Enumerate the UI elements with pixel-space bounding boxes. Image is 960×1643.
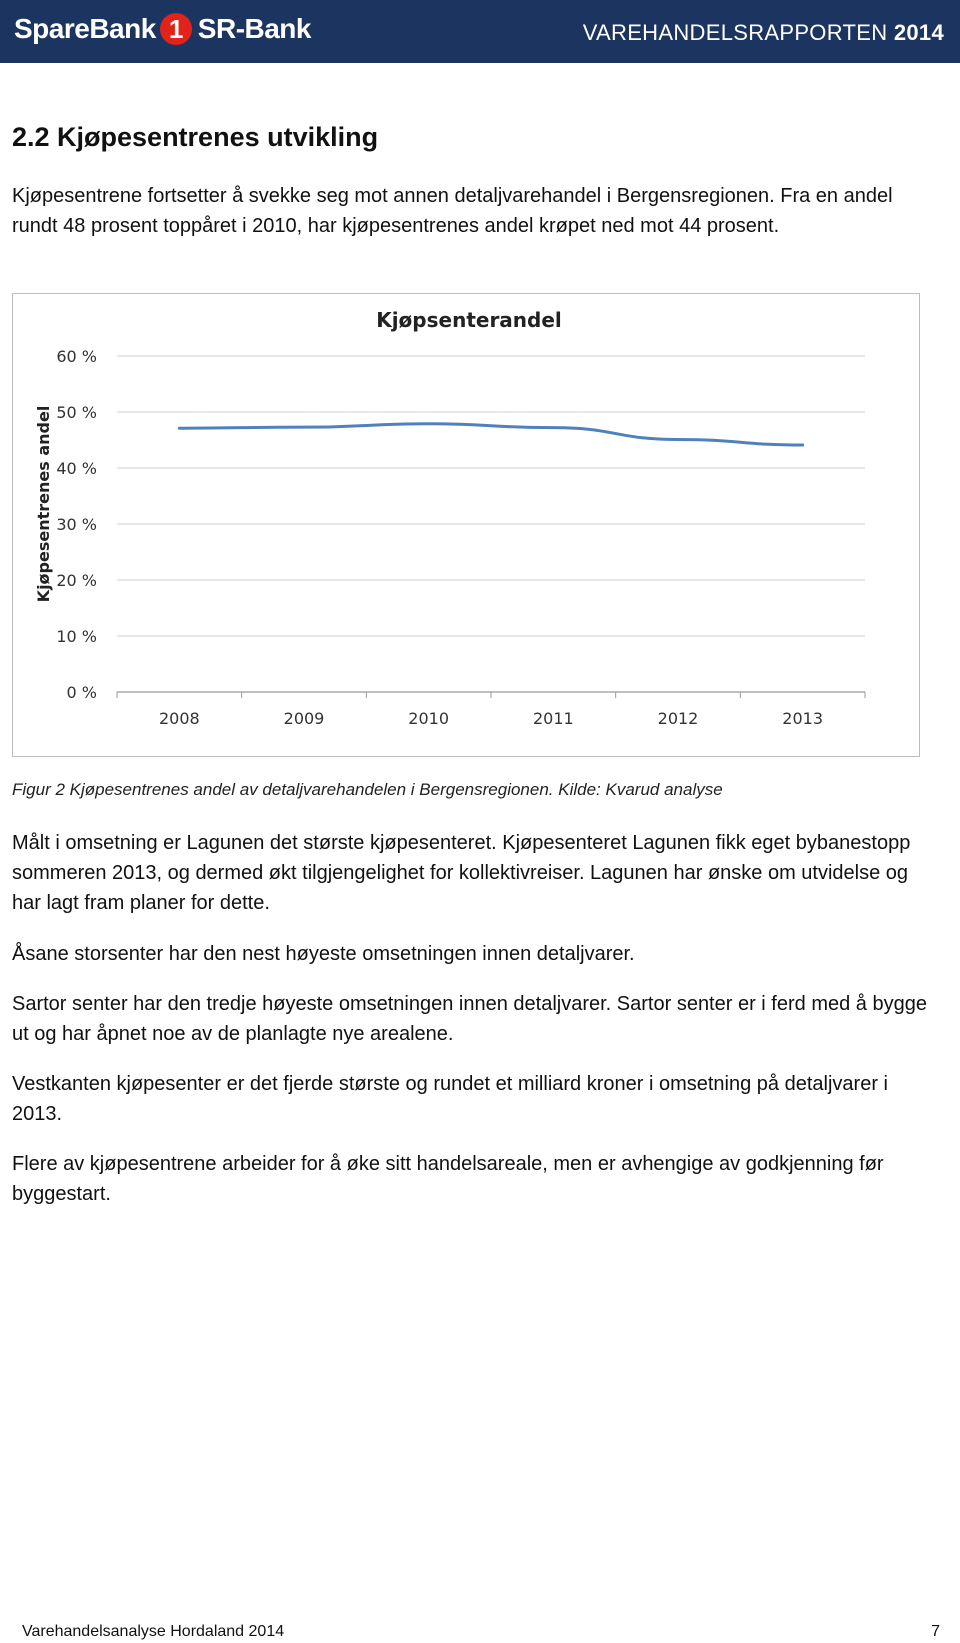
report-title-text: VAREHANDELSRAPPORTEN bbox=[582, 20, 888, 45]
brand-one-icon: 1 bbox=[160, 13, 192, 45]
x-tick-label: 2013 bbox=[782, 709, 824, 728]
x-tick-label: 2011 bbox=[532, 709, 574, 728]
figure-caption: Figur 2 Kjøpesentrenes andel av detaljvarehandelen i Bergensregionen. Kilde: Kvarud analyse bbox=[12, 780, 723, 799]
y-tick-label: 0 % bbox=[66, 683, 97, 702]
intro-paragraph: Kjøpesentrene fortsetter å svekke seg mot annen detaljvarehandel i Bergensregionen. Fra en andel rundt 48 prosent toppåret i 2010, har kjøpesentrenes andel krøpet ned mot 44 prosent. bbox=[12, 185, 893, 237]
brand-right: SR-Bank bbox=[197, 13, 311, 44]
page-number: 7 bbox=[931, 1623, 940, 1640]
y-tick-label: 40 % bbox=[56, 459, 97, 478]
x-tick-label: 2009 bbox=[283, 709, 325, 728]
x-axis bbox=[117, 692, 865, 728]
page-header bbox=[0, 0, 960, 63]
report-title-year: 2014 bbox=[893, 20, 944, 45]
sparebank-logo bbox=[14, 13, 311, 45]
paragraph-sartor: Sartor senter har den tredje høyeste omsetningen innen detaljvarer. Sartor senter er i ferd med å bygge ut og har åpnet noe av de planlagte nye arealene. bbox=[12, 993, 927, 1045]
paragraph-vestkanten: Vestkanten kjøpesenter er det fjerde største og rundet et milliard kroner i omsetning på detaljvarer i 2013. bbox=[12, 1073, 888, 1125]
paragraph-flere: Flere av kjøpesentrene arbeider for å øke sitt handelsareale, men er avhengige av godkjenning før byggestart. bbox=[12, 1153, 884, 1205]
paragraph-asane: Åsane storsenter har den nest høyeste omsetningen innen detaljvarer. bbox=[12, 943, 635, 965]
series-line bbox=[179, 424, 802, 445]
line-chart bbox=[13, 294, 919, 756]
footer-title: Varehandelsanalyse Hordaland 2014 bbox=[22, 1623, 285, 1640]
x-tick-label: 2008 bbox=[158, 709, 200, 728]
x-tick-label: 2010 bbox=[408, 709, 450, 728]
y-tick-label: 30 % bbox=[56, 515, 97, 534]
y-tick-label: 20 % bbox=[56, 571, 97, 590]
gridlines bbox=[117, 356, 865, 636]
paragraph-lagunen: Målt i omsetning er Lagunen det største kjøpesenteret. Kjøpesenteret Lagunen fikk eget bybanestopp sommeren 2013, og dermed økt tilgjengelighet for kollektivreiser. Lagunen har ønske om utvidelse og har lagt fram planer for dette. bbox=[12, 832, 911, 914]
chart-container bbox=[12, 293, 920, 757]
y-tick-label: 50 % bbox=[56, 403, 97, 422]
section-heading: 2.2 Kjøpesentrenes utvikling bbox=[12, 122, 379, 152]
y-tick-labels bbox=[56, 347, 97, 702]
y-axis-label: Kjøpesentrenes andel bbox=[34, 405, 53, 603]
x-tick-label: 2012 bbox=[657, 709, 699, 728]
y-tick-label: 60 % bbox=[56, 347, 97, 366]
brand-left: SpareBank bbox=[14, 13, 156, 44]
chart-title: Kjøpsenterandel bbox=[376, 308, 562, 332]
y-tick-label: 10 % bbox=[56, 627, 97, 646]
series-group bbox=[179, 424, 802, 445]
report-title bbox=[583, 20, 944, 46]
